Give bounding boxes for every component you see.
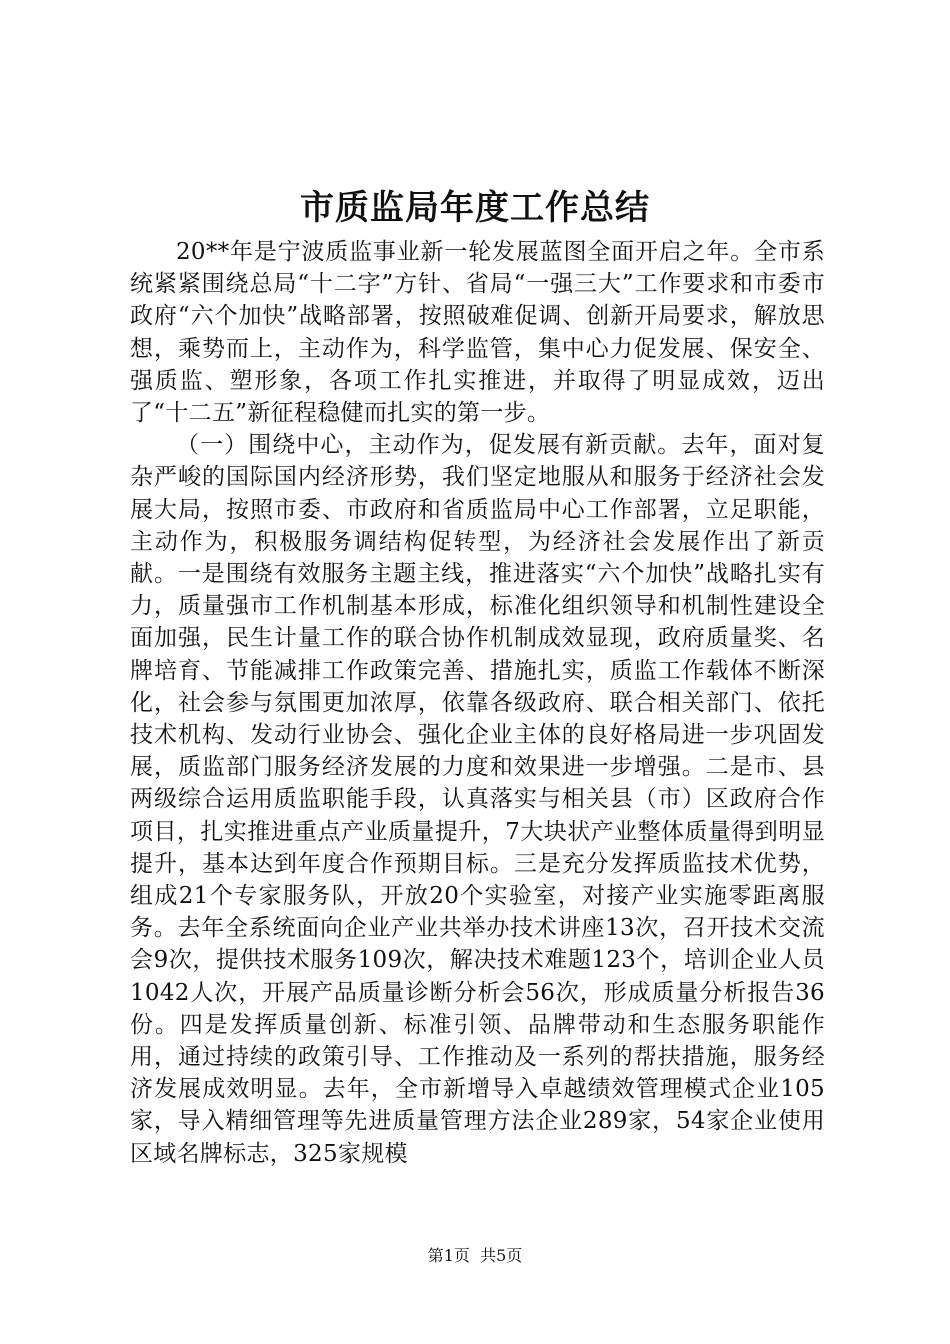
document-title: 市质监局年度工作总结 (300, 188, 650, 228)
page-total: 共5页 (480, 1246, 523, 1265)
page-number: 第1页 (427, 1246, 470, 1265)
paragraph-intro: 20**年是宁波质监事业新一轮发展蓝图全面开启之年。全市系统紧紧围绕总局“十二字”方针、省局“一强三大”工作要求和市委市政府“六个加快”战略部署，按照破难促调、创新开局要求，解放思想，乘势而上，主动作为，科学监管，集中心力促发展、保安全、强质监、塑形象，各项工作扎实推进，并取得了明显成效，迈出了“十二五”新征程稳健而扎实的第一步。 (130, 239, 825, 427)
document-body (130, 236, 825, 1170)
page-footer (0, 1244, 950, 1268)
paragraph-section-one: （一）围绕中心，主动作为，促发展有新贡献。去年，面对复杂严峻的国际国内经济形势，我们坚定地服从和服务于经济社会发展大局，按照市委、市政府和省质监局中心工作部署，立足职能，主动作为，积极服务调结构促转型，为经济社会发展作出了新贡献。一是围绕有效服务主题主线，推进落实“六个加快”战略扎实有力，质量强市工作机制基本形成，标准化组织领导和机制性建设全面加强，民生计量工作的联合协作机制成效显现，政府质量奖、名牌培育、节能减排工作政策完善、措施扎实，质监工作载体不断深化，社会参与氛围更加浓厚，依靠各级政府、联合相关部门、依托技术机构、发动行业协会、强化企业主体的良好格局进一步巩固发展，质监部门服务经济发展的力度和效果进一步增强。二是市、县两级综合运用质监职能手段，认真落实与相关县（市）区政府合作项目，扎实推进重点产业质量提升，7大块状产业整体质量得到明显提升，基本达到年度合作预期目标。三是充分发挥质监技术优势，组成21个专家服务队，开放20个实验室，对接产业实施零距离服务。去年全系统面向企业产业共举办技术讲座13次，召开技术交流会9次，提供技术服务109次，解决技术难题123个，培训企业人员1042人次，开展产品质量诊断分析会56次，形成质量分析报告36份。四是发挥质量创新、标准引领、品牌带动和生态服务职能作用，通过持续的政策引导、工作推动及一系列的帮扶措施，服务经济发展成效明显。去年，全市新增导入卓越绩效管理模式企业105家，导入精细管理等先进质量管理方法企业289家，54家企业使用区域名牌标志，325家规模 (130, 432, 825, 1167)
